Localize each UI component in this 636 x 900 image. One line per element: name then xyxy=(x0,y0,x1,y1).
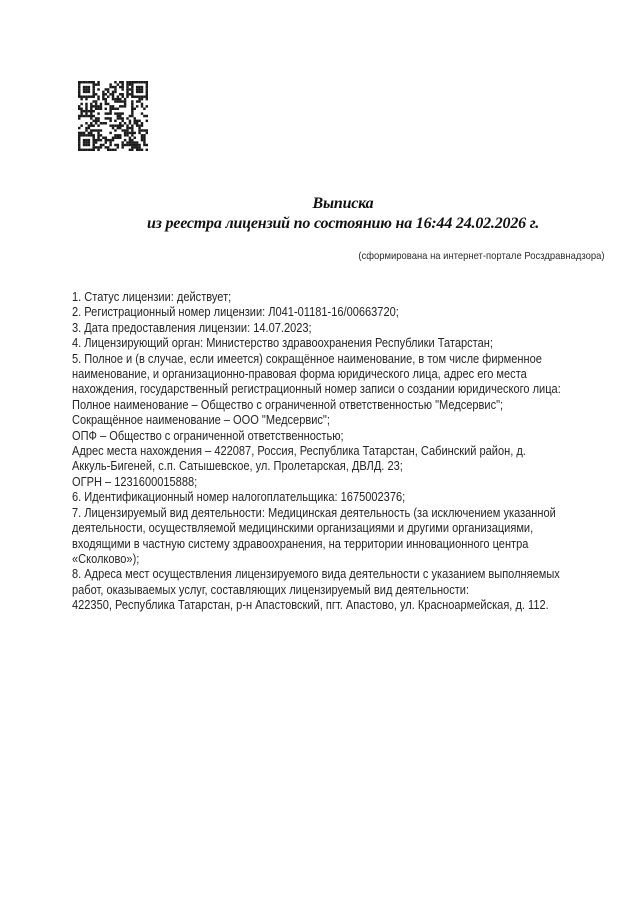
body-line: наименование, и организационно-правовая форма юридического лица, адрес его места xyxy=(72,366,527,382)
body-line: ОГРН – 1231600015888; xyxy=(72,473,198,489)
document-title-block xyxy=(72,194,614,233)
body-line: 8. Адреса мест осуществления лицензируемого вида деятельности с указанием выполняемых xyxy=(72,566,560,582)
body-line: Полное наименование – Общество с ограниченной ответственностью "Медсервис"; xyxy=(72,396,504,412)
body-line: 3. Дата предоставления лицензии: 14.07.2023; xyxy=(72,319,312,335)
document-title-line2: из реестра лицензий по состоянию на 16:44 24.02.2026 г. xyxy=(146,214,540,232)
body-line: 4. Лицензирующий орган: Министерство здравоохранения Республики Татарстан; xyxy=(72,335,493,351)
body-line: 5. Полное и (в случае, если имеется) сокращённое наименование, в том числе фирменное xyxy=(72,350,542,366)
body-line: 6. Идентификационный номер налогоплательщика: 1675002376; xyxy=(72,489,406,505)
license-details xyxy=(72,289,632,613)
body-line: 7. Лицензируемый вид деятельности: Медицинская деятельность (за исключением указанной xyxy=(72,504,556,520)
body-line: работ, оказываемых услуг, составляющих лицензируемый вид деятельности: xyxy=(72,581,470,597)
formation-note-text: (сформирована на интернет-портале Росздравнадзора) xyxy=(357,250,604,262)
qr-code-icon xyxy=(78,81,148,151)
body-line: нахождения, государственный регистрационный номер записи о создании юридического лица: xyxy=(72,381,561,397)
document-title: Выписка xyxy=(312,195,374,212)
body-line: Аккуль-Бигеней, с.п. Сатышевское, ул. Пролетарская, ДВЛД. 23; xyxy=(72,458,403,474)
formation-note xyxy=(72,250,604,262)
body-line: Адрес места нахождения – 422087, Россия, Республика Татарстан, Сабинский район, д. xyxy=(72,443,526,459)
body-line: ОПФ – Общество с ограниченной ответственностью; xyxy=(72,427,344,443)
body-line: «Сколково»); xyxy=(72,550,140,566)
body-line: 422350, Республика Татарстан, р-н Апастовский, пгт. Апастово, ул. Красноармейская, д. 112. xyxy=(72,597,549,613)
body-line: входящими в частную систему здравоохранения, на территории инновационного центра xyxy=(72,535,529,551)
body-line: 1. Статус лицензии: действует; xyxy=(72,289,232,304)
body-line: 2. Регистрационный номер лицензии: Л041-01181-16/00663720; xyxy=(72,304,399,320)
body-line: Сокращённое наименование – ООО "Медсервис"; xyxy=(72,412,330,428)
body-line: деятельности, осуществляемой медицинскими организациями и другими организациями, xyxy=(72,520,534,536)
